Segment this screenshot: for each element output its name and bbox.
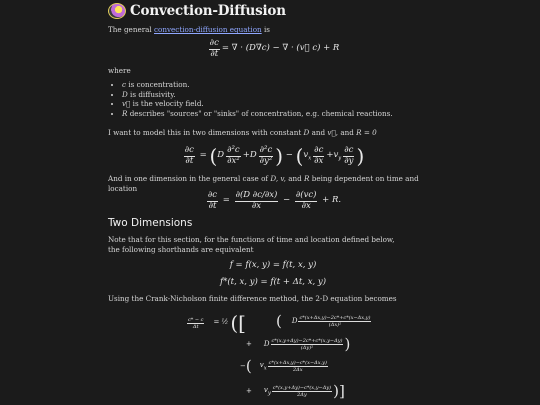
page-title: Convection-Diffusion xyxy=(130,2,286,19)
shorthand-note: Note that for this section, for the functions of time and location defined below, the following shorthands are equivalent xyxy=(108,235,395,254)
shorthand-eq-1: f = f(x, y) = f(t, x, y) xyxy=(229,260,317,271)
section-two-dimensions xyxy=(108,216,438,230)
shorthand-eq-2: f*(t, x, y) = f(t + Δt, x, y) xyxy=(219,277,327,288)
crank-nicholson-intro: Using the Crank-Nicholson finite difference method, the 2-D equation becomes xyxy=(108,294,397,303)
one-d-intro: And in one dimension in the general case of D, v, and R being dependent on time and location xyxy=(108,174,419,193)
cn-row-1: ( D $\frac{c*(x+\Delta x,y)-2c*+c*(x-\Delta x,y)}{\text{(Δx)²}}$ xyxy=(276,312,371,330)
cn-row-4: + $v_y$ $\frac{c*(x,y+\Delta y)-c*(x,y-\Delta y)}{2\Delta y}$ ) ] xyxy=(246,382,345,400)
two-d-intro: I want to model this in two dimensions with constant D and v⃗, and R = 0 xyxy=(108,128,377,137)
cn-lhs: $\frac{c* - c}{\Delta t}$ = ½ ( [ xyxy=(188,311,246,335)
section-title: Two Dimensions xyxy=(108,217,193,229)
equation-2d: $\frac{\partial c}{\partial t}$ = ( D $\frac{\text{∂²c}}{\text{∂x²}}$ + D $\frac{\text{∂²c}}{\text{∂y²}}$ ) − ( $v_x$ $\frac{\partial c}{\partial x}$ + $v_y$ $\frac{\partial c}{\partial y}$ ) xyxy=(184,144,365,168)
equation-1d: $\frac{\partial c}{\partial t}$ = $\frac{\partial(D \partial c/\partial x)}{\partial x}$ − $\frac{\partial(vc)}{\partial x}$ + R. xyxy=(207,189,342,211)
header xyxy=(108,2,286,20)
intro-paragraph: The general convection-diffusion equation is xyxy=(108,25,270,34)
equation-general: $\frac{\partial c}{\partial t}$ = ∇ · (D∇c) − ∇ · (v⃗ c) + R xyxy=(209,37,340,59)
list-item: • c is concentration. xyxy=(122,80,438,90)
emacs-org-logo-icon xyxy=(108,3,126,19)
list-item: • D is diffusivity. xyxy=(122,90,438,100)
cn-row-2: + D $\frac{c*(x,y+\Delta y)-2c*+c*(x,y-\Delta y)}{\text{(Δy)²}}$ ) xyxy=(246,335,351,353)
where-label: where xyxy=(108,66,131,75)
list-item: • R describes "sources" or "sinks" of concentration, e.g. chemical reactions. xyxy=(122,109,438,119)
where-list xyxy=(108,80,438,119)
convection-diffusion-link[interactable]: convection-diffusion equation xyxy=(154,25,262,34)
list-item: • v⃗ is the velocity field. xyxy=(122,99,438,109)
cn-row-3: − ( $v_x$ $\frac{c*(x+\Delta x,y)-c*(x-\Delta x,y)}{2\Delta x}$ xyxy=(240,357,327,375)
